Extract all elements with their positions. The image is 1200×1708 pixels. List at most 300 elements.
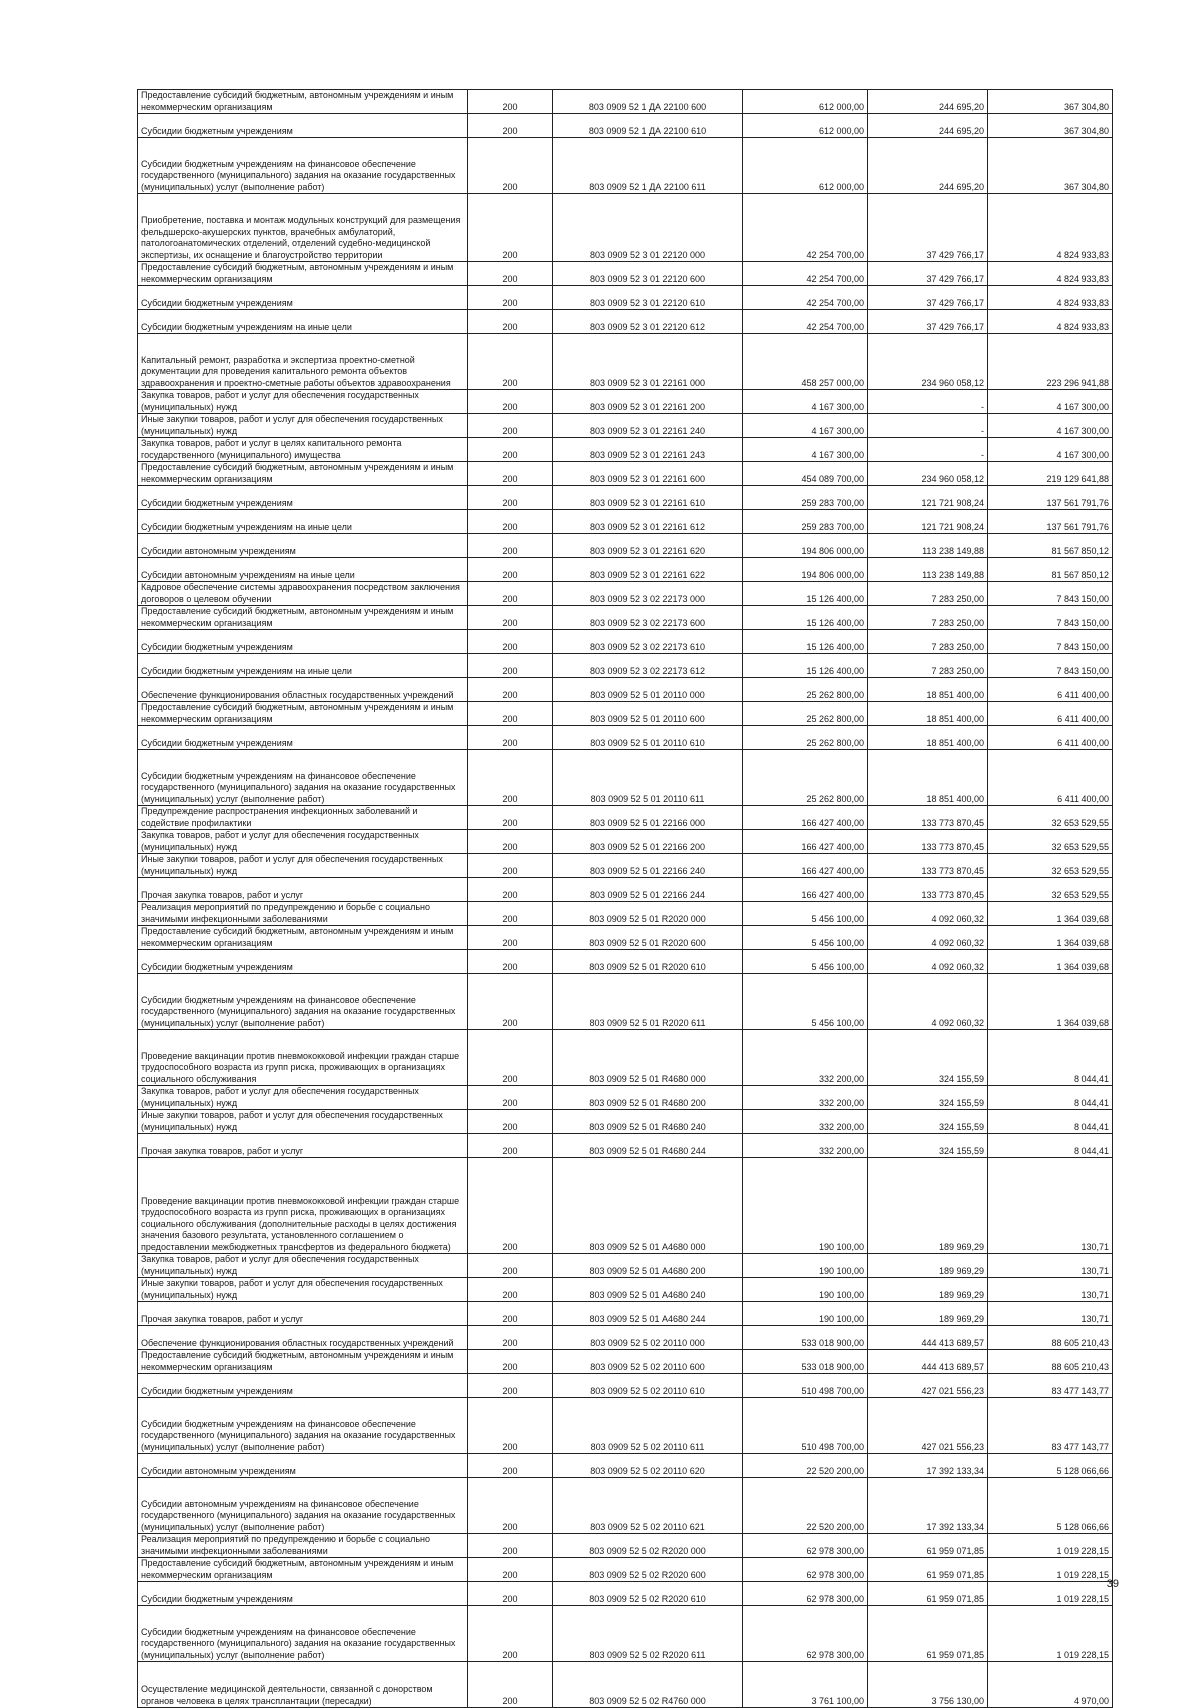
row-budget-code: 803 0909 52 5 01 А4680 200: [553, 1254, 743, 1278]
row-line-code: 200: [468, 438, 553, 462]
row-budget-code: 803 0909 52 3 01 22161 600: [553, 462, 743, 486]
row-approved: 62 978 300,00: [743, 1582, 868, 1606]
row-executed: 4 092 060,32: [868, 950, 988, 974]
row-line-code: 200: [468, 286, 553, 310]
row-remaining: 130,71: [988, 1302, 1113, 1326]
row-name: Субсидии бюджетным учреждениям: [138, 1582, 468, 1606]
row-remaining: 7 843 150,00: [988, 582, 1113, 606]
row-executed: 444 413 689,57: [868, 1326, 988, 1350]
row-remaining: 137 561 791,76: [988, 510, 1113, 534]
row-approved: 4 167 300,00: [743, 414, 868, 438]
table-row: [138, 926, 1113, 950]
row-line-code: 200: [468, 114, 553, 138]
row-executed: 61 959 071,85: [868, 1606, 988, 1662]
row-remaining: 367 304,80: [988, 114, 1113, 138]
row-line-code: 200: [468, 534, 553, 558]
row-budget-code: 803 0909 52 5 01 22166 240: [553, 854, 743, 878]
row-line-code: 200: [468, 1582, 553, 1606]
row-approved: 22 520 200,00: [743, 1454, 868, 1478]
row-budget-code: 803 0909 52 5 01 А4680 244: [553, 1302, 743, 1326]
row-approved: 15 126 400,00: [743, 654, 868, 678]
row-approved: 42 254 700,00: [743, 194, 868, 262]
row-line-code: 200: [468, 878, 553, 902]
row-executed: 234 960 058,12: [868, 462, 988, 486]
row-executed: 189 969,29: [868, 1254, 988, 1278]
row-remaining: 83 477 143,77: [988, 1398, 1113, 1454]
table-row: [138, 1454, 1113, 1478]
row-name: Закупка товаров, работ и услуг для обеспечения государственных (муниципальных) нужд: [138, 1254, 468, 1278]
row-name: Предоставление субсидий бюджетным, автономным учреждениям и иным некоммерческим организациям: [138, 1350, 468, 1374]
row-approved: 42 254 700,00: [743, 262, 868, 286]
row-approved: 190 100,00: [743, 1278, 868, 1302]
row-budget-code: 803 0909 52 3 01 22161 612: [553, 510, 743, 534]
row-remaining: 4 824 933,83: [988, 262, 1113, 286]
table-row: [138, 414, 1113, 438]
row-budget-code: 803 0909 52 5 01 R2020 611: [553, 974, 743, 1030]
row-line-code: 200: [468, 334, 553, 390]
row-approved: 25 262 800,00: [743, 726, 868, 750]
row-line-code: 200: [468, 138, 553, 194]
table-row: [138, 606, 1113, 630]
row-budget-code: 803 0909 52 3 02 22173 610: [553, 630, 743, 654]
row-remaining: 1 364 039,68: [988, 974, 1113, 1030]
table-row: [138, 438, 1113, 462]
row-executed: 7 283 250,00: [868, 654, 988, 678]
row-approved: 62 978 300,00: [743, 1558, 868, 1582]
row-line-code: 200: [468, 1350, 553, 1374]
row-remaining: 130,71: [988, 1158, 1113, 1254]
row-budget-code: 803 0909 52 5 01 R4680 244: [553, 1134, 743, 1158]
row-remaining: 32 653 529,55: [988, 854, 1113, 878]
row-approved: 22 520 200,00: [743, 1478, 868, 1534]
row-executed: 113 238 149,88: [868, 534, 988, 558]
row-executed: 37 429 766,17: [868, 310, 988, 334]
row-name: Иные закупки товаров, работ и услуг для обеспечения государственных (муниципальных) нужд: [138, 1278, 468, 1302]
row-remaining: 6 411 400,00: [988, 678, 1113, 702]
row-remaining: 1 019 228,15: [988, 1606, 1113, 1662]
row-name: Субсидии бюджетным учреждениям на финансовое обеспечение государственного (муниципального) задания на оказание государственных (муниципальных) услуг (выполнение работ): [138, 1606, 468, 1662]
row-approved: 62 978 300,00: [743, 1606, 868, 1662]
row-name: Предупреждение распространения инфекционных заболеваний и содействие профилактики: [138, 806, 468, 830]
row-budget-code: 803 0909 52 1 ДА 22100 610: [553, 114, 743, 138]
row-approved: 332 200,00: [743, 1134, 868, 1158]
row-executed: 37 429 766,17: [868, 262, 988, 286]
row-line-code: 200: [468, 510, 553, 534]
row-executed: 113 238 149,88: [868, 558, 988, 582]
row-approved: 25 262 800,00: [743, 750, 868, 806]
row-approved: 62 978 300,00: [743, 1534, 868, 1558]
row-line-code: 200: [468, 1110, 553, 1134]
row-name: Обеспечение функционирования областных государственных учреждений: [138, 1326, 468, 1350]
row-name: Субсидии бюджетным учреждениям на финансовое обеспечение государственного (муниципального) задания на оказание государственных (муниципальных) услуг (выполнение работ): [138, 1398, 468, 1454]
row-approved: 194 806 000,00: [743, 558, 868, 582]
row-executed: 121 721 908,24: [868, 486, 988, 510]
table-row: [138, 1134, 1113, 1158]
row-budget-code: 803 0909 52 5 01 R4680 240: [553, 1110, 743, 1134]
row-approved: 332 200,00: [743, 1086, 868, 1110]
table-row: [138, 1662, 1113, 1708]
row-approved: 454 089 700,00: [743, 462, 868, 486]
row-remaining: 8 044,41: [988, 1110, 1113, 1134]
row-line-code: 200: [468, 854, 553, 878]
row-budget-code: 803 0909 52 5 01 R2020 610: [553, 950, 743, 974]
row-approved: 25 262 800,00: [743, 678, 868, 702]
row-remaining: 6 411 400,00: [988, 702, 1113, 726]
row-remaining: 219 129 641,88: [988, 462, 1113, 486]
row-budget-code: 803 0909 52 5 01 А4680 240: [553, 1278, 743, 1302]
budget-table-body: [138, 90, 1113, 1708]
row-remaining: 8 044,41: [988, 1030, 1113, 1086]
row-remaining: 367 304,80: [988, 138, 1113, 194]
row-executed: 18 851 400,00: [868, 726, 988, 750]
table-row: [138, 1278, 1113, 1302]
row-budget-code: 803 0909 52 1 ДА 22100 600: [553, 90, 743, 114]
row-budget-code: 803 0909 52 3 01 22161 622: [553, 558, 743, 582]
row-name: Субсидии автономным учреждениям на финансовое обеспечение государственного (муниципального) задания на оказание государственных (муниципальных) услуг (выполнение работ): [138, 1478, 468, 1534]
row-name: Закупка товаров, работ и услуг в целях капитального ремонта государственного (муниципального) имущества: [138, 438, 468, 462]
table-row: [138, 194, 1113, 262]
row-remaining: 4 824 933,83: [988, 286, 1113, 310]
page-number: 39: [1106, 1578, 1119, 1590]
row-approved: 332 200,00: [743, 1030, 868, 1086]
row-name: Субсидии бюджетным учреждениям: [138, 114, 468, 138]
row-budget-code: 803 0909 52 3 01 22120 000: [553, 194, 743, 262]
row-remaining: 4 167 300,00: [988, 438, 1113, 462]
row-line-code: 200: [468, 678, 553, 702]
row-executed: 7 283 250,00: [868, 606, 988, 630]
row-executed: 444 413 689,57: [868, 1350, 988, 1374]
row-approved: 4 167 300,00: [743, 390, 868, 414]
row-remaining: 130,71: [988, 1254, 1113, 1278]
row-name: Иные закупки товаров, работ и услуг для обеспечения государственных (муниципальных) нужд: [138, 1110, 468, 1134]
row-budget-code: 803 0909 52 5 01 20110 611: [553, 750, 743, 806]
row-budget-code: 803 0909 52 3 01 22120 610: [553, 286, 743, 310]
row-line-code: 200: [468, 1478, 553, 1534]
row-approved: 190 100,00: [743, 1254, 868, 1278]
row-name: Обеспечение функционирования областных государственных учреждений: [138, 678, 468, 702]
row-name: Иные закупки товаров, работ и услуг для обеспечения государственных (муниципальных) нужд: [138, 854, 468, 878]
row-remaining: 130,71: [988, 1278, 1113, 1302]
row-line-code: 200: [468, 310, 553, 334]
row-budget-code: 803 0909 52 5 01 R2020 000: [553, 902, 743, 926]
row-line-code: 200: [468, 486, 553, 510]
row-approved: 533 018 900,00: [743, 1326, 868, 1350]
row-approved: 190 100,00: [743, 1158, 868, 1254]
row-executed: 18 851 400,00: [868, 750, 988, 806]
row-executed: 7 283 250,00: [868, 582, 988, 606]
table-row: [138, 1254, 1113, 1278]
table-row: [138, 806, 1113, 830]
row-name: Субсидии бюджетным учреждениям: [138, 286, 468, 310]
row-name: Субсидии бюджетным учреждениям на иные цели: [138, 310, 468, 334]
row-remaining: 1 364 039,68: [988, 950, 1113, 974]
table-row: [138, 286, 1113, 310]
row-line-code: 200: [468, 1534, 553, 1558]
row-executed: 427 021 556,23: [868, 1398, 988, 1454]
row-line-code: 200: [468, 262, 553, 286]
row-approved: 25 262 800,00: [743, 702, 868, 726]
row-line-code: 200: [468, 750, 553, 806]
row-budget-code: 803 0909 52 5 02 20110 621: [553, 1478, 743, 1534]
row-line-code: 200: [468, 1086, 553, 1110]
row-budget-code: 803 0909 52 3 01 22161 620: [553, 534, 743, 558]
row-name: Субсидии бюджетным учреждениям на финансовое обеспечение государственного (муниципального) задания на оказание государственных (муниципальных) услуг (выполнение работ): [138, 974, 468, 1030]
row-executed: 4 092 060,32: [868, 926, 988, 950]
row-executed: 17 392 133,34: [868, 1454, 988, 1478]
row-line-code: 200: [468, 1454, 553, 1478]
table-row: [138, 114, 1113, 138]
row-budget-code: 803 0909 52 3 01 22161 240: [553, 414, 743, 438]
row-line-code: 200: [468, 1158, 553, 1254]
table-row: [138, 854, 1113, 878]
row-remaining: 4 824 933,83: [988, 194, 1113, 262]
row-remaining: 88 605 210,43: [988, 1326, 1113, 1350]
row-approved: 612 000,00: [743, 138, 868, 194]
row-executed: 61 959 071,85: [868, 1558, 988, 1582]
row-executed: 244 695,20: [868, 114, 988, 138]
row-approved: 42 254 700,00: [743, 310, 868, 334]
row-line-code: 200: [468, 1278, 553, 1302]
row-budget-code: 803 0909 52 3 01 22161 243: [553, 438, 743, 462]
row-budget-code: 803 0909 52 5 01 R2020 600: [553, 926, 743, 950]
table-row: [138, 678, 1113, 702]
row-executed: 18 851 400,00: [868, 702, 988, 726]
row-executed: 133 773 870,45: [868, 830, 988, 854]
row-executed: 61 959 071,85: [868, 1582, 988, 1606]
table-row: [138, 902, 1113, 926]
row-approved: 533 018 900,00: [743, 1350, 868, 1374]
row-budget-code: 803 0909 52 3 01 22161 610: [553, 486, 743, 510]
row-executed: 324 155,59: [868, 1134, 988, 1158]
row-remaining: 1 019 228,15: [988, 1582, 1113, 1606]
row-name: Проведение вакцинации против пневмококковой инфекции граждан старше трудоспособного возраста из групп риска, проживающих в организациях социального обслуживания (дополнительные расходы в целях достижения значения базового результата, установленного соглашением о предоставлении межбюджетных трансфертов из федерального бюджета): [138, 1158, 468, 1254]
row-name: Предоставление субсидий бюджетным, автономным учреждениям и иным некоммерческим организациям: [138, 462, 468, 486]
row-executed: 37 429 766,17: [868, 286, 988, 310]
row-budget-code: 803 0909 52 5 01 R4680 200: [553, 1086, 743, 1110]
row-approved: 510 498 700,00: [743, 1398, 868, 1454]
row-name: Капитальный ремонт, разработка и экспертиза проектно-сметной документации для проведения капитального ремонта объектов здравоохранения и проектно-сметные работы объектов здравоохранения: [138, 334, 468, 390]
row-name: Субсидии бюджетным учреждениям на финансовое обеспечение государственного (муниципального) задания на оказание государственных (муниципальных) услуг (выполнение работ): [138, 750, 468, 806]
row-approved: 15 126 400,00: [743, 582, 868, 606]
row-budget-code: 803 0909 52 5 02 R2020 610: [553, 1582, 743, 1606]
table-row: [138, 486, 1113, 510]
row-remaining: 5 128 066,66: [988, 1478, 1113, 1534]
table-row: [138, 974, 1113, 1030]
row-remaining: 1 364 039,68: [988, 902, 1113, 926]
row-line-code: 200: [468, 90, 553, 114]
row-executed: -: [868, 438, 988, 462]
row-executed: 189 969,29: [868, 1158, 988, 1254]
row-line-code: 200: [468, 806, 553, 830]
row-remaining: 4 824 933,83: [988, 310, 1113, 334]
table-row: [138, 558, 1113, 582]
row-approved: 15 126 400,00: [743, 606, 868, 630]
row-line-code: 200: [468, 950, 553, 974]
row-executed: 324 155,59: [868, 1030, 988, 1086]
row-line-code: 200: [468, 1326, 553, 1350]
row-approved: 259 283 700,00: [743, 510, 868, 534]
row-budget-code: 803 0909 52 5 01 20110 000: [553, 678, 743, 702]
row-remaining: 8 044,41: [988, 1134, 1113, 1158]
row-line-code: 200: [468, 462, 553, 486]
row-executed: 234 960 058,12: [868, 334, 988, 390]
row-name: Иные закупки товаров, работ и услуг для обеспечения государственных (муниципальных) нужд: [138, 414, 468, 438]
row-name: Предоставление субсидий бюджетным, автономным учреждениям и иным некоммерческим организациям: [138, 90, 468, 114]
row-line-code: 200: [468, 582, 553, 606]
row-name: Предоставление субсидий бюджетным, автономным учреждениям и иным некоммерческим организациям: [138, 926, 468, 950]
row-budget-code: 803 0909 52 3 02 22173 600: [553, 606, 743, 630]
row-name: Проведение вакцинации против пневмококковой инфекции граждан старше трудоспособного возраста из групп риска, проживающих в организациях социального обслуживания: [138, 1030, 468, 1086]
row-approved: 612 000,00: [743, 114, 868, 138]
row-remaining: 32 653 529,55: [988, 830, 1113, 854]
row-name: Реализация мероприятий по предупреждению и борьбе с социально значимыми инфекционными заболеваниями: [138, 1534, 468, 1558]
row-approved: 4 167 300,00: [743, 438, 868, 462]
row-executed: 4 092 060,32: [868, 902, 988, 926]
row-executed: 4 092 060,32: [868, 974, 988, 1030]
row-remaining: 7 843 150,00: [988, 630, 1113, 654]
row-budget-code: 803 0909 52 5 02 20110 620: [553, 1454, 743, 1478]
row-budget-code: 803 0909 52 5 02 20110 600: [553, 1350, 743, 1374]
row-approved: 510 498 700,00: [743, 1374, 868, 1398]
row-remaining: 88 605 210,43: [988, 1350, 1113, 1374]
row-name: Субсидии автономным учреждениям: [138, 1454, 468, 1478]
row-approved: 259 283 700,00: [743, 486, 868, 510]
row-approved: 612 000,00: [743, 90, 868, 114]
row-executed: 37 429 766,17: [868, 194, 988, 262]
row-remaining: 7 843 150,00: [988, 606, 1113, 630]
row-line-code: 200: [468, 390, 553, 414]
row-budget-code: 803 0909 52 5 02 R2020 600: [553, 1558, 743, 1582]
row-executed: 18 851 400,00: [868, 678, 988, 702]
row-remaining: 1 019 228,15: [988, 1534, 1113, 1558]
row-budget-code: 803 0909 52 5 02 R2020 000: [553, 1534, 743, 1558]
table-row: [138, 654, 1113, 678]
row-name: Кадровое обеспечение системы здравоохранения посредством заключения договоров о целевом обучении: [138, 582, 468, 606]
row-line-code: 200: [468, 974, 553, 1030]
row-name: Субсидии бюджетным учреждениям: [138, 486, 468, 510]
table-row: [138, 534, 1113, 558]
row-approved: 5 456 100,00: [743, 974, 868, 1030]
row-name: Предоставление субсидий бюджетным, автономным учреждениям и иным некоммерческим организациям: [138, 702, 468, 726]
row-remaining: 81 567 850,12: [988, 534, 1113, 558]
row-approved: 166 427 400,00: [743, 854, 868, 878]
row-remaining: 81 567 850,12: [988, 558, 1113, 582]
row-budget-code: 803 0909 52 3 02 22173 612: [553, 654, 743, 678]
table-row: [138, 702, 1113, 726]
row-name: Субсидии бюджетным учреждениям на иные цели: [138, 510, 468, 534]
row-line-code: 200: [468, 606, 553, 630]
table-row: [138, 630, 1113, 654]
row-executed: 244 695,20: [868, 90, 988, 114]
row-approved: 42 254 700,00: [743, 286, 868, 310]
row-budget-code: 803 0909 52 3 02 22173 000: [553, 582, 743, 606]
row-line-code: 200: [468, 830, 553, 854]
row-remaining: 1 019 228,15: [988, 1558, 1113, 1582]
row-approved: 166 427 400,00: [743, 806, 868, 830]
row-remaining: 6 411 400,00: [988, 750, 1113, 806]
row-line-code: 200: [468, 654, 553, 678]
row-name: Субсидии бюджетным учреждениям: [138, 726, 468, 750]
row-name: Прочая закупка товаров, работ и услуг: [138, 1134, 468, 1158]
table-row: [138, 1582, 1113, 1606]
row-approved: 166 427 400,00: [743, 878, 868, 902]
row-approved: 458 257 000,00: [743, 334, 868, 390]
row-name: Предоставление субсидий бюджетным, автономным учреждениям и иным некоммерческим организациям: [138, 262, 468, 286]
row-name: Субсидии бюджетным учреждениям на иные цели: [138, 654, 468, 678]
row-remaining: 4 167 300,00: [988, 390, 1113, 414]
row-remaining: 8 044,41: [988, 1086, 1113, 1110]
table-row: [138, 1606, 1113, 1662]
table-row: [138, 1302, 1113, 1326]
row-executed: 133 773 870,45: [868, 854, 988, 878]
table-row: [138, 830, 1113, 854]
row-remaining: 137 561 791,76: [988, 486, 1113, 510]
table-row: [138, 90, 1113, 114]
row-budget-code: 803 0909 52 5 01 20110 610: [553, 726, 743, 750]
table-row: [138, 510, 1113, 534]
table-row: [138, 1478, 1113, 1534]
row-executed: 427 021 556,23: [868, 1374, 988, 1398]
row-approved: 332 200,00: [743, 1110, 868, 1134]
row-line-code: 200: [468, 926, 553, 950]
row-name: Осуществление медицинской деятельности, связанной с донорством органов человека в целях трансплантации (пересадки): [138, 1662, 468, 1708]
row-name: Субсидии бюджетным учреждениям: [138, 630, 468, 654]
row-executed: 324 155,59: [868, 1110, 988, 1134]
row-line-code: 200: [468, 1030, 553, 1086]
row-line-code: 200: [468, 1374, 553, 1398]
row-remaining: 83 477 143,77: [988, 1374, 1113, 1398]
row-approved: 166 427 400,00: [743, 830, 868, 854]
table-row: [138, 1030, 1113, 1086]
row-remaining: 6 411 400,00: [988, 726, 1113, 750]
row-remaining: 32 653 529,55: [988, 806, 1113, 830]
row-remaining: 4 167 300,00: [988, 414, 1113, 438]
row-approved: 190 100,00: [743, 1302, 868, 1326]
row-name: Прочая закупка товаров, работ и услуг: [138, 878, 468, 902]
row-budget-code: 803 0909 52 5 02 20110 000: [553, 1326, 743, 1350]
row-executed: 189 969,29: [868, 1278, 988, 1302]
row-remaining: 223 296 941,88: [988, 334, 1113, 390]
row-executed: 3 756 130,00: [868, 1662, 988, 1708]
row-budget-code: 803 0909 52 3 01 22120 612: [553, 310, 743, 334]
row-budget-code: 803 0909 52 3 01 22120 600: [553, 262, 743, 286]
row-approved: 5 456 100,00: [743, 902, 868, 926]
row-budget-code: 803 0909 52 1 ДА 22100 611: [553, 138, 743, 194]
table-row: [138, 462, 1113, 486]
row-line-code: 200: [468, 1558, 553, 1582]
row-line-code: 200: [468, 414, 553, 438]
row-executed: 133 773 870,45: [868, 806, 988, 830]
row-budget-code: 803 0909 52 5 01 22166 200: [553, 830, 743, 854]
row-name: Субсидии автономным учреждениям на иные цели: [138, 558, 468, 582]
budget-table-sheet: [137, 89, 1112, 1708]
table-row: [138, 1534, 1113, 1558]
budget-table: [137, 89, 1113, 1708]
row-remaining: 4 970,00: [988, 1662, 1113, 1708]
row-budget-code: 803 0909 52 5 02 20110 611: [553, 1398, 743, 1454]
row-line-code: 200: [468, 1134, 553, 1158]
row-line-code: 200: [468, 902, 553, 926]
row-line-code: 200: [468, 1254, 553, 1278]
row-approved: 194 806 000,00: [743, 534, 868, 558]
table-row: [138, 750, 1113, 806]
table-row: [138, 138, 1113, 194]
row-budget-code: 803 0909 52 5 01 22166 244: [553, 878, 743, 902]
row-name: Реализация мероприятий по предупреждению и борьбе с социально значимыми инфекционными заболеваниями: [138, 902, 468, 926]
row-remaining: 5 128 066,66: [988, 1454, 1113, 1478]
row-line-code: 200: [468, 1302, 553, 1326]
row-approved: 15 126 400,00: [743, 630, 868, 654]
